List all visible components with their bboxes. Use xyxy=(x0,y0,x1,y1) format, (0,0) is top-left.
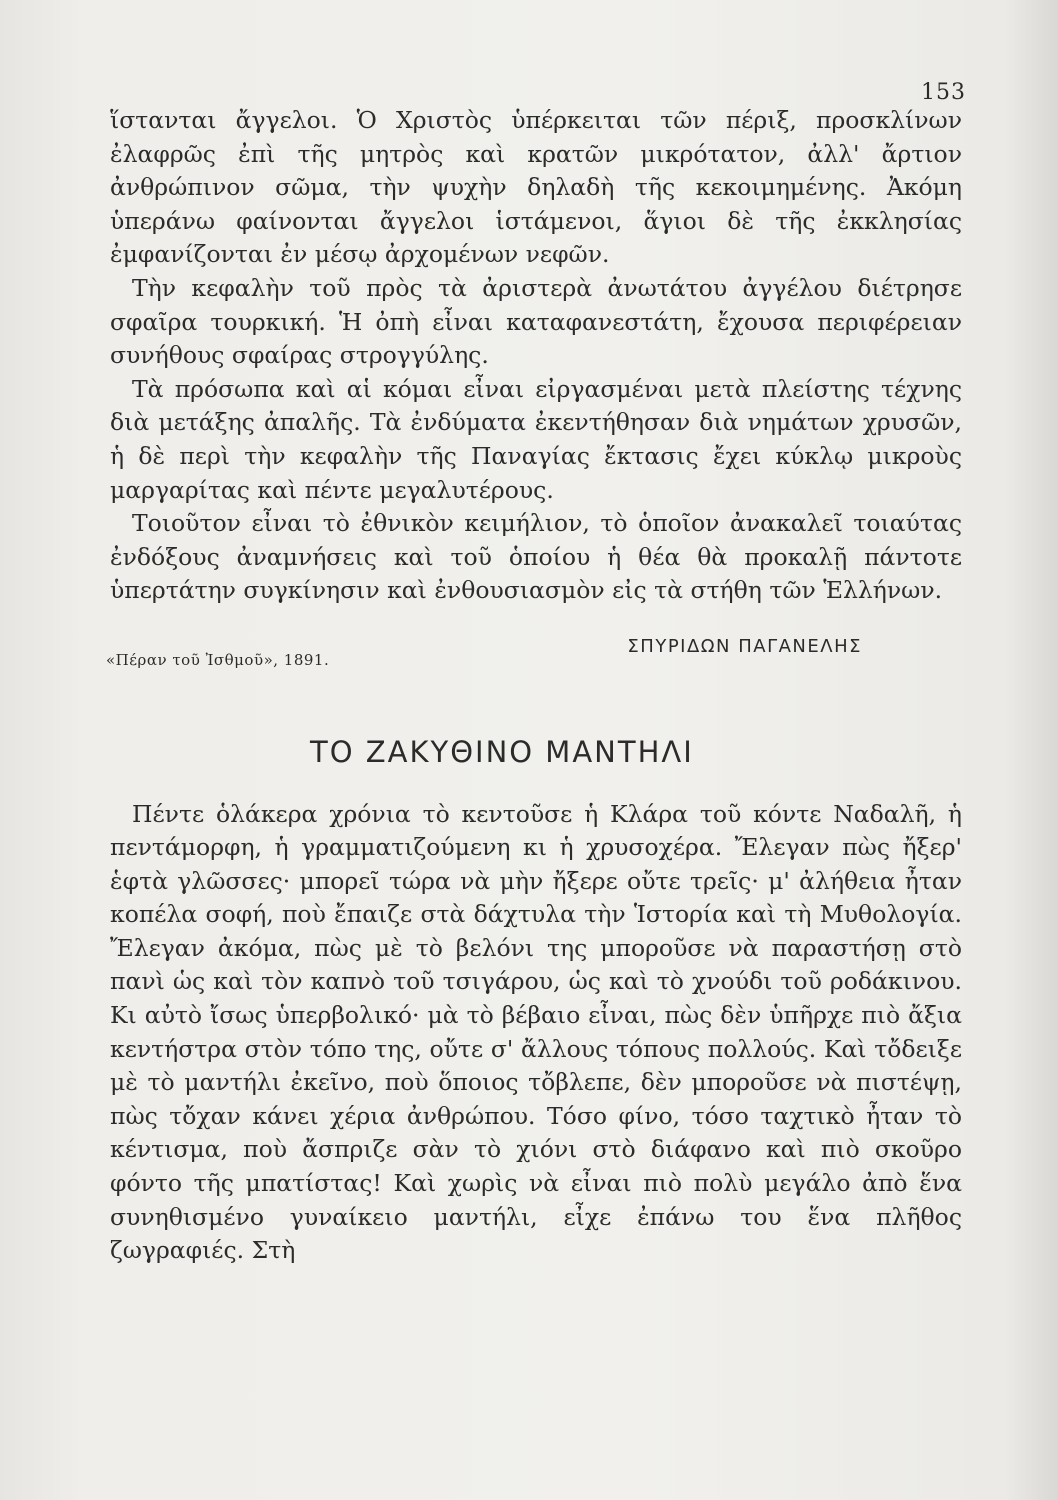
page-content xyxy=(106,104,962,1268)
paragraph: Τὴν κεφαλὴν τοῦ πρὸς τὰ ἀριστερὰ ἀνωτάτου ἀγγέλου διέτρησε σφαῖρα τουρκική. Ἡ ὀπὴ εἶναι καταφανεστάτη, ἔχουσα περιφέρειαν συνήθους σφαίρας στρογγύλης. xyxy=(110,273,962,370)
signature-block xyxy=(106,630,962,670)
author-name: ΣΠΥΡΙΔΩΝ ΠΑΓΑΝΕΛΗΣ xyxy=(627,635,862,657)
section-title: ΤΟ ΖΑΚΥΘΙΝΟ ΜΑΝΤΗΛΙ xyxy=(310,734,694,769)
paragraph: Πέντε ὁλάκερα χρόνια τὸ κεντοῦσε ἡ Κλάρα τοῦ κόντε Ναδαλῆ, ἡ πεντάμορφη, ἡ γραμματιζούμενη κι ἡ χρυσοχέρα. Ἔλεγαν πὼς ἤξερ' ἑφτὰ γλῶσσες· μπορεῖ τώρα νὰ μὴν ἤξερε οὔτε τρεῖς· μ' ἀλήθεια ἦταν κοπέλα σοφή, ποὺ ἔπαιζε στὰ δάχτυλα τὴν Ἱστορία καὶ τὴ Μυθολογία. Ἔλεγαν ἀκόμα, πὼς μὲ τὸ βελόνι της μποροῦσε νὰ παραστήσῃ στὸ πανὶ ὡς καὶ τὸν καπνὸ τοῦ τσιγάρου, ὡς καὶ τὸ χνούδι τοῦ ροδάκινου. Κι αὐτὸ ἴσως ὑπερβολικό· μὰ τὸ βέβαιο εἶναι, πὼς δὲν ὑπῆρχε πιὸ ἄξια κεντήστρα στὸν τόπο της, οὔτε σ' ἄλλους τόπους πολλούς. Καὶ τὄδειξε μὲ τὸ μαντήλι ἐκεῖνο, ποὺ ὅποιος τὄβλεπε, δὲν μποροῦσε νὰ πιστέψῃ, πὼς τὄχαν κάνει χέρια ἀνθρώπου. Τόσο φίνο, τόσο ταχτικὸ ἦταν τὸ κέντισμα, ποὺ ἄσπριζε σὰν τὸ χιόνι στὸ διάφανο καὶ πιὸ σκοῦρο φόντο τῆς μπατίστας! Καὶ χωρὶς νὰ εἶναι πιὸ πολὺ μεγάλο ἀπὸ ἕνα συνηθισμένο γυναίκειο μαντήλι, εἶχε ἐπάνω του ἕνα πλῆθος ζωγραφιές. Στὴ xyxy=(110,799,962,1265)
paragraph: Τοιοῦτον εἶναι τὸ ἐθνικὸν κειμήλιον, τὸ ὁποῖον ἀνακαλεῖ τοιαύτας ἐνδόξους ἀναμνήσεις καὶ τοῦ ὁποίου ἡ θέα θὰ προκαλῇ πάντοτε ὑπερτάτην συγκίνησιν καὶ ἐνθουσιασμὸν εἰς τὰ στήθη τῶν Ἑλλήνων. xyxy=(110,509,962,605)
paragraph: ἵστανται ἄγγελοι. Ὁ Χριστὸς ὑπέρκειται τῶν πέριξ, προσκλίνων ἐλαφρῶς ἐπὶ τῆς μητρὸς καὶ κρατῶν μικρότατον, ἀλλ' ἄρτιον ἀνθρώπινον σῶμα, τὴν ψυχὴν δηλαδὴ τῆς κεκοιμημένης. Ἀκόμη ὑπεράνω φαίνονται ἄγγελοι ἱστάμενοι, ἅγιοι δὲ τῆς ἐκκλησίας ἐμφανίζονται ἐν μέσῳ ἀρχομένων νεφῶν. xyxy=(110,106,962,269)
paragraph: Τὰ πρόσωπα καὶ αἱ κόμαι εἶναι εἰργασμέναι μετὰ πλείστης τέχνης διὰ μετάξης ἀπαλῆς. Τὰ ἐνδύματα ἐκεντήθησαν διὰ νημάτων χρυσῶν, ἡ δὲ περὶ τὴν κεφαλὴν τῆς Παναγίας ἔκτασις ἔχει κύκλῳ μικροὺς μαργαρίτας καὶ πέντε μεγαλυτέρους. xyxy=(110,374,962,504)
source-citation: «Πέραν τοῦ Ἰσθμοῦ», 1891. xyxy=(106,650,330,669)
page-number: 153 xyxy=(921,80,966,105)
